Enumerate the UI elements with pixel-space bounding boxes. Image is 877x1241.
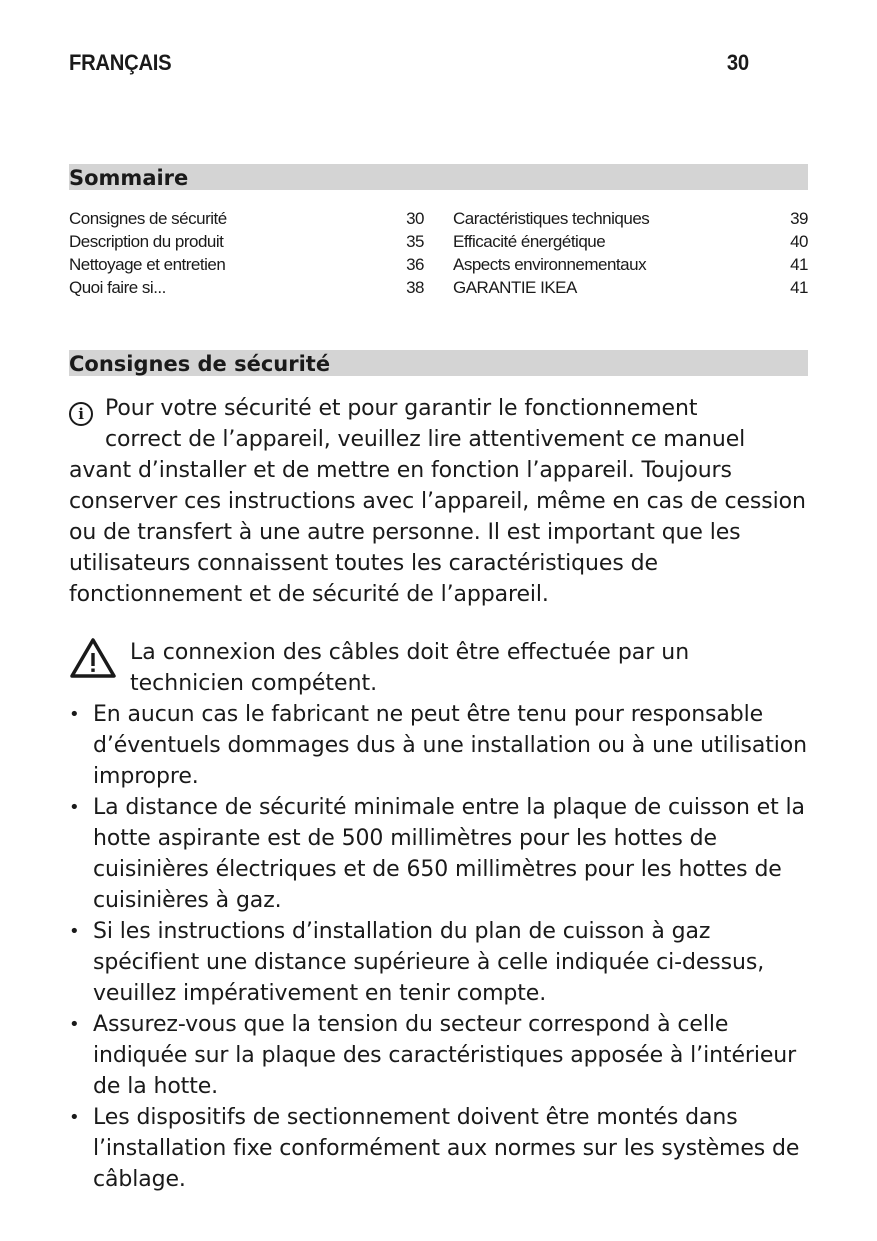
toc-entry-label: GARANTIE IKEA [453, 278, 577, 297]
summary-title: Sommaire [69, 166, 189, 190]
toc-right-column [453, 207, 808, 299]
toc-entry-page: 41 [790, 278, 808, 297]
toc-entry[interactable] [453, 253, 808, 276]
warning-triangle-icon [69, 637, 117, 679]
toc-entry[interactable] [69, 207, 424, 230]
toc-entry-label: Consignes de sécurité [69, 209, 227, 228]
safety-bullet-list [69, 699, 811, 1195]
toc-left-column [69, 207, 424, 299]
safety-title: Consignes de sécurité [69, 352, 331, 376]
intro-rest: avant d’installer et de mettre en fonction l’appareil. Toujours conserver ces instructions avec l’appareil, même en cas de cession ou de transfert à une autre personne. Il est important que les utilisateurs connaissent toutes les caractéristiques de fonctionnement et de sécurité de l’appareil. [69, 458, 806, 607]
toc-entry-page: 38 [406, 278, 424, 297]
toc-entry[interactable] [453, 230, 808, 253]
toc-entry-page: 30 [406, 209, 424, 228]
toc-entry[interactable] [453, 276, 808, 299]
list-item: • La distance de sécurité minimale entre la plaque de cuisson et la hotte aspirante est de 500 millimètres pour les hottes de cuisinières électriques et de 650 millimètres pour les hottes de cuisinières à gaz. [69, 792, 811, 916]
toc-entry-label: Aspects environnementaux [453, 255, 647, 274]
toc-entry[interactable] [69, 253, 424, 276]
toc-entry-page: 35 [406, 232, 424, 251]
safety-heading [69, 350, 808, 376]
summary-heading [69, 164, 808, 190]
toc-entry[interactable] [69, 276, 424, 299]
warning-notice [69, 637, 809, 699]
list-item: • Les dispositifs de sectionnement doivent être montés dans l’installation fixe conformément aux normes sur les systèmes de câblage. [69, 1102, 811, 1195]
warning-line-1: La connexion des câbles doit être effectuée par un [130, 640, 690, 665]
toc-entry-page: 40 [790, 232, 808, 251]
list-item: • Assurez-vous que la tension du secteur correspond à celle indiquée sur la plaque des caractéristiques apposée à l’intérieur de la hotte. [69, 1009, 811, 1102]
list-item: • Si les instructions d’installation du plan de cuisson à gaz spécifient une distance supérieure à celle indiquée ci-dessus, veuillez impérativement en tenir compte. [69, 916, 811, 1009]
language-label: FRANÇAIS [69, 50, 172, 75]
warning-line-2: technicien compétent. [130, 671, 378, 696]
toc-entry-label: Nettoyage et entretien [69, 255, 226, 274]
toc-entry-page: 39 [790, 209, 808, 228]
toc-entry-page: 41 [790, 255, 808, 274]
table-of-contents [69, 207, 808, 299]
intro-line-1: Pour votre sécurité et pour garantir le fonctionnement [105, 396, 698, 421]
toc-entry-label: Efficacité énergétique [453, 232, 606, 251]
page-header [69, 50, 749, 76]
list-item: • En aucun cas le fabricant ne peut être tenu pour responsable d’éventuels dommages dus à une installation ou à une utilisation impropre. [69, 699, 811, 792]
toc-entry-label: Caractéristiques techniques [453, 209, 650, 228]
toc-entry-page: 36 [406, 255, 424, 274]
intro-line-2: correct de l’appareil, veuillez lire attentivement ce manuel [105, 427, 746, 452]
toc-entry-label: Description du produit [69, 232, 224, 251]
page-number: 30 [726, 50, 749, 75]
info-icon: i [69, 402, 93, 426]
toc-entry[interactable] [453, 207, 808, 230]
toc-entry[interactable] [69, 230, 424, 253]
safety-intro [69, 393, 809, 610]
toc-entry-label: Quoi faire si... [69, 278, 166, 297]
